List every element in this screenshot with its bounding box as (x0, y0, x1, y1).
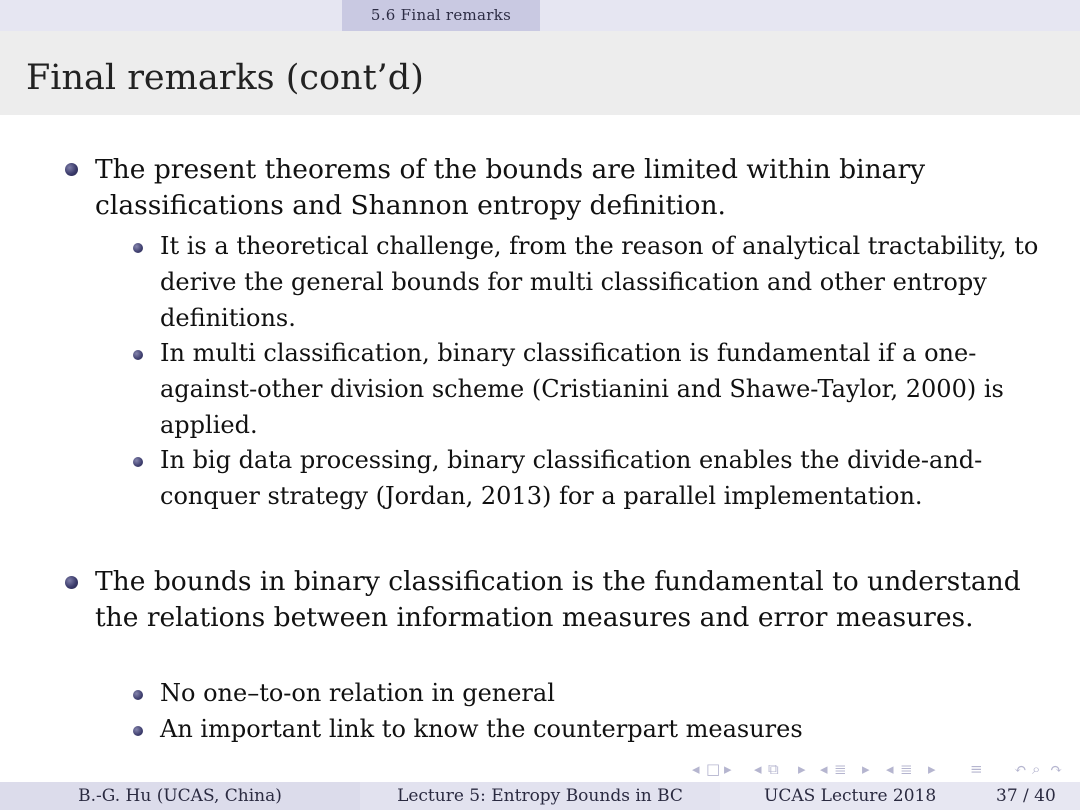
bullet-marker (65, 576, 78, 589)
sub-bullet-item: It is a theoretical challenge, from the reason of analytical tractability, to derive the general bounds for multi classification and other entropy definitions. (160, 232, 1039, 332)
nav-section-prev-icon[interactable]: ◂ (820, 760, 828, 778)
nav-outline-next-icon[interactable]: ▸ (928, 760, 936, 778)
nav-frame-prev-icon[interactable]: ◂ (692, 760, 700, 778)
slide-title: Final remarks (cont’d) (26, 58, 424, 98)
footer-event: UCAS Lecture 2018 (764, 786, 937, 806)
sub-bullet-item: In big data processing, binary classification enables the divide-and-conquer strategy (Jordan, 2013) for a parallel implementation. (160, 446, 983, 510)
sub-bullet-marker (133, 243, 143, 253)
sub-bullet-item: An important link to know the counterpart measures (160, 715, 803, 743)
nav-search-icon[interactable]: ⌕ (1032, 760, 1041, 778)
nav-forward-icon[interactable]: ↷ (1050, 760, 1063, 778)
sub-bullet-marker (133, 726, 143, 736)
sub-bullet-item: In multi classification, binary classification is fundamental if a one-against-other division scheme (Cristianini and Shawe-Taylor, 2000) is applied. (160, 339, 1004, 439)
nav-subsection-icon[interactable]: ⧉ (768, 760, 779, 778)
nav-outline-prev-icon[interactable]: ◂ (886, 760, 894, 778)
header-bar (0, 0, 1080, 31)
footer-page-number: 37 / 40 (996, 786, 1056, 806)
nav-back-icon[interactable]: ↶ (1014, 760, 1027, 778)
nav-toc-icon[interactable]: ≡ (970, 760, 983, 778)
footer-bar (0, 782, 1080, 810)
sub-bullet-marker (133, 690, 143, 700)
section-nav-link[interactable]: 5.6 Final remarks (342, 0, 540, 31)
footer-author: B.-G. Hu (UCAS, China) (0, 782, 360, 810)
bullet-marker (65, 163, 78, 176)
footer-lecture-title: Lecture 5: Entropy Bounds in BC (360, 782, 720, 810)
nav-subsection-next-icon[interactable]: ▸ (798, 760, 806, 778)
sub-bullet-marker (133, 457, 143, 467)
sub-bullet-marker (133, 350, 143, 360)
nav-section-icon[interactable]: ≣ (834, 760, 847, 778)
navigation-symbols (684, 756, 1076, 782)
nav-subsection-prev-icon[interactable]: ◂ (754, 760, 762, 778)
nav-outline-icon[interactable]: ≣ (900, 760, 913, 778)
nav-section-next-icon[interactable]: ▸ (862, 760, 870, 778)
nav-frame-next-icon[interactable]: ▸ (724, 760, 732, 778)
bullet-item: The bounds in binary classification is the fundamental to understand the relations between information measures and error measures. (95, 566, 1021, 633)
nav-frame-icon[interactable]: □ (706, 760, 721, 778)
bullet-item: The present theorems of the bounds are limited within binary classifications and Shannon entropy definition. (95, 154, 926, 221)
sub-bullet-item: No one–to-on relation in general (160, 679, 555, 707)
